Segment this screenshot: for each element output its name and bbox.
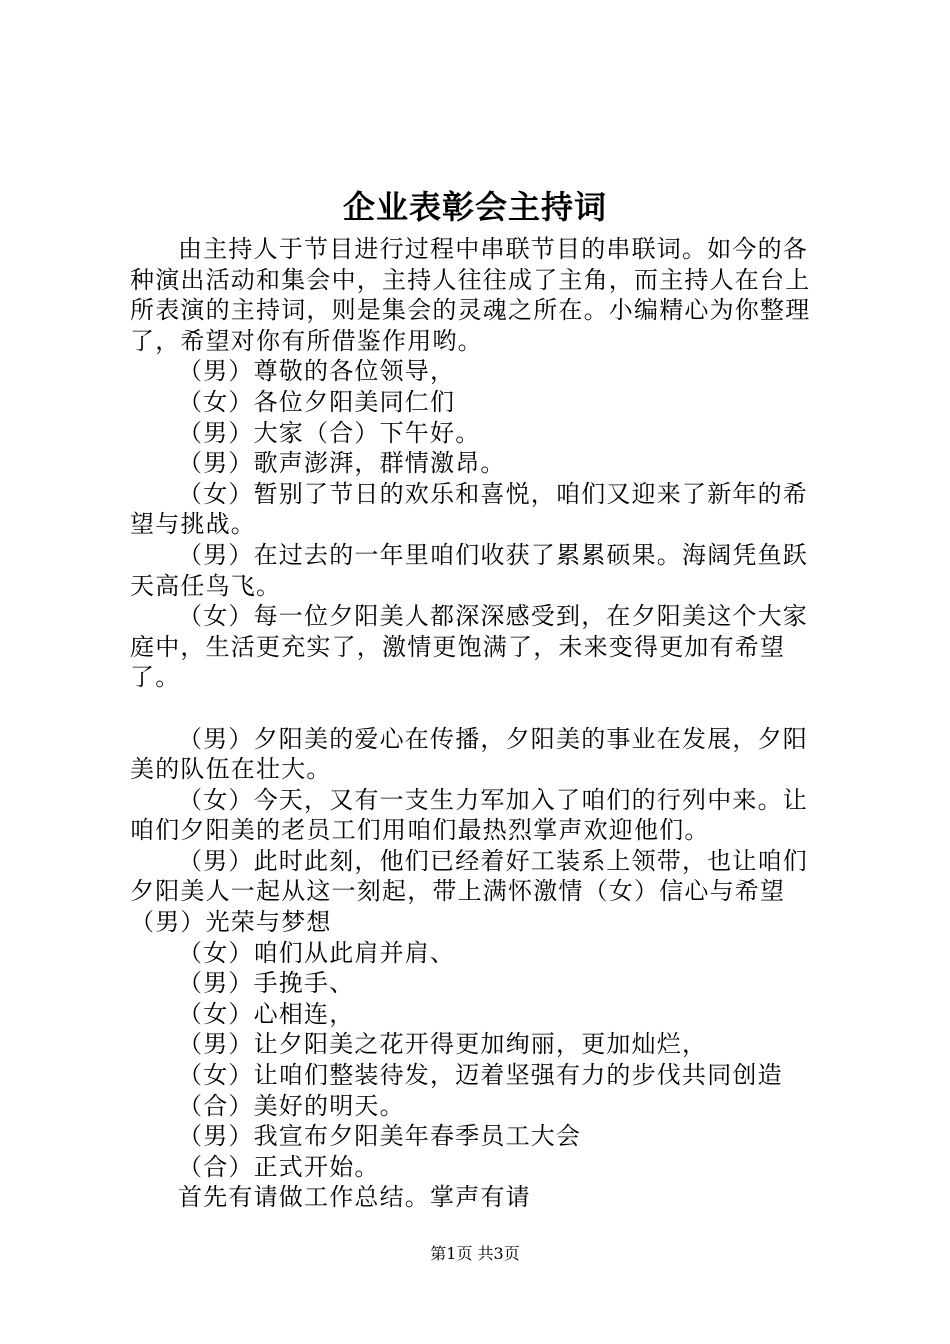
paragraph: （男）尊敬的各位领导，	[178, 357, 456, 386]
paragraph: （女）各位夕阳美同仁们	[178, 387, 456, 416]
paragraph: （女）心相连，	[178, 999, 355, 1028]
paragraph: （男）此时此刻，他们已经着好工装系上领带，也让咱们夕阳美人一起从这一刻起，带上满怀激情（女）信心与希望（男）光荣与梦想	[130, 846, 808, 937]
paragraph: （男）夕阳美的爱心在传播，夕阳美的事业在发展，夕阳美的队伍在壮大。	[130, 724, 808, 784]
paragraph: （女）暂别了节日的欢乐和喜悦，咱们又迎来了新年的希望与挑战。	[130, 479, 808, 539]
paragraph: （女）今天，又有一支生力军加入了咱们的行列中来。让咱们夕阳美的老员工们用咱们最热烈掌声欢迎他们。	[130, 785, 808, 845]
paragraph: （男）大家（合）下午好。	[178, 418, 481, 447]
paragraph: 首先有请做工作总结。掌声有请	[178, 1183, 531, 1212]
paragraph: （男）我宣布夕阳美年春季员工大会	[178, 1122, 582, 1151]
document-title: 企业表彰会主持词	[342, 188, 607, 226]
page-number-footer: 第1页 共3页	[430, 1244, 520, 1263]
paragraph-intro: 由主持人于节目进行过程中串联节目的串联词。如今的各种演出活动和集会中，主持人往往成了主角，而主持人在台上所表演的主持词，则是集会的灵魂之所在。小编精心为你整理了，希望对你有所借鉴作用哟。	[130, 235, 811, 355]
paragraph: （男）手挽手、	[178, 969, 355, 998]
blank-line	[130, 693, 830, 724]
paragraph: （女）每一位夕阳美人都深深感受到，在夕阳美这个大家庭中，生活更充实了，激情更饱满了，未来变得更加有希望了。	[130, 602, 808, 692]
paragraph: （女）让咱们整装待发，迈着坚强有力的步伐共同创造	[178, 1061, 783, 1090]
paragraph: （男）让夕阳美之花开得更加绚丽，更加灿烂，	[178, 1030, 708, 1059]
paragraph: （女）咱们从此肩并肩、	[178, 938, 456, 967]
paragraph: （男）在过去的一年里咱们收获了累累硕果。海阔凭鱼跃天高任鸟飞。	[130, 540, 808, 600]
paragraph: （男）歌声澎湃，群情激昂。	[178, 449, 506, 478]
document-body	[130, 234, 830, 1213]
paragraph: （合）美好的明天。	[178, 1091, 405, 1120]
paragraph: （合）正式开始。	[178, 1152, 380, 1181]
